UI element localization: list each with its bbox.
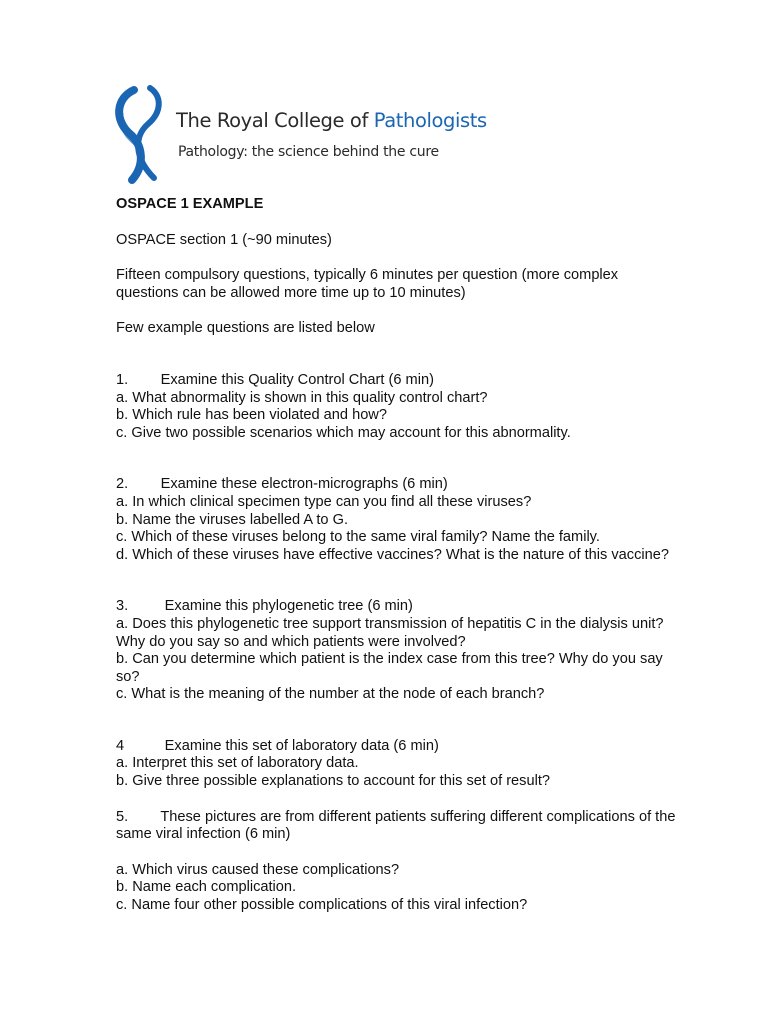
question-item: d. Which of these viruses have effective vaccines? What is the nature of this vaccine? (116, 546, 669, 563)
question-5 (116, 809, 676, 915)
question-item: b. Can you determine which patient is the index case from this tree? Why do you say so? (116, 651, 663, 685)
question-header (116, 476, 676, 494)
question-item: a. What abnormality is shown in this quality control chart? (116, 389, 488, 406)
question-number: 1. (116, 371, 129, 388)
college-tagline: Pathology: the science behind the cure (178, 144, 439, 160)
question-number: 2. (116, 476, 129, 493)
question-item: b. Name the viruses labelled A to G. (116, 511, 349, 528)
question-header (116, 809, 676, 844)
question-title: These pictures are from different patients suffering different complications of the same viral infection (6 min) (116, 808, 676, 843)
question-item: a. Interpret this set of laboratory data. (116, 755, 359, 772)
question-title: Examine this set of laboratory data (6 min) (164, 737, 439, 754)
lead-paragraph: Few example questions are listed below (116, 320, 375, 337)
question-item: c. Name four other possible complications of this viral infection? (116, 897, 528, 914)
question-1 (116, 372, 676, 442)
question-2 (116, 476, 676, 564)
question-item: c. What is the meaning of the number at the node of each branch? (116, 686, 545, 703)
question-item: b. Which rule has been violated and how? (116, 407, 387, 424)
section-title: OSPACE section 1 (~90 minutes) (116, 231, 332, 248)
college-emblem-icon (112, 84, 172, 184)
college-name-plain: The Royal College of (176, 109, 374, 132)
question-header (116, 738, 676, 756)
question-item: b. Give three possible explanations to account for this set of result? (116, 773, 551, 790)
intro-paragraph: Fifteen compulsory questions, typically 6 minutes per question (more complex questions can be allowed more time up to 10 minutes) (116, 267, 619, 301)
question-header (116, 372, 676, 390)
question-number: 5. (116, 808, 129, 825)
question-header (116, 598, 676, 616)
question-item: c. Which of these viruses belong to the same viral family? Name the family. (116, 529, 600, 546)
question-item: a. In which clinical specimen type can you find all these viruses? (116, 493, 532, 510)
college-name-accent: Pathologists (373, 109, 487, 132)
question-4 (116, 738, 676, 791)
question-3 (116, 598, 676, 704)
document-body (116, 196, 676, 915)
question-title: Examine these electron-micrographs (6 min) (160, 476, 448, 493)
document-heading: OSPACE 1 EXAMPLE (116, 196, 264, 212)
question-item: a. Which virus caused these complications? (116, 861, 400, 878)
college-logo (112, 84, 512, 184)
question-number: 4 (116, 737, 125, 754)
question-item: c. Give two possible scenarios which may account for this abnormality. (116, 424, 571, 441)
college-name (176, 109, 487, 132)
question-item: b. Name each complication. (116, 879, 297, 896)
question-title: Examine this Quality Control Chart (6 min) (160, 371, 434, 388)
question-title: Examine this phylogenetic tree (6 min) (164, 598, 413, 615)
question-number: 3. (116, 598, 129, 615)
question-item: a. Does this phylogenetic tree support transmission of hepatitis C in the dialysis unit? Why do you say so and which patients were involved? (116, 615, 664, 650)
